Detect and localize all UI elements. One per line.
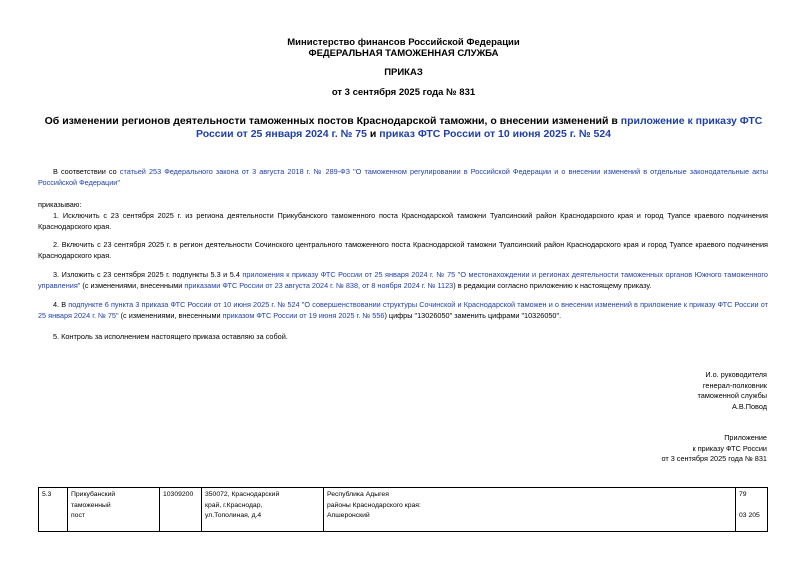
item-3 [38,269,768,291]
preamble-law-link[interactable]: статьей 253 Федерального закона от 3 августа 2018 г. № 289-ФЗ "О таможенном регулировании в Российской Федерации и о внесении изменений в отдельные законодательные акты Российской Федерации" [38,167,769,187]
item-2-text: 2. Включить с 23 сентября 2025 г. в регион деятельности Сочинского центрального таможенного поста Краснодарской таможни Туапсинский район Краснодарского края и город Туапсе краевого подчинения Краснодарского края. [38,240,768,260]
cell-code-2-line [739,501,764,512]
table-row [39,488,768,532]
item-2 [38,239,768,261]
appendix-table [38,487,768,532]
item-4-link-2[interactable]: приказом ФТС России от 19 июня 2025 г. № 556 [222,311,385,320]
cell-region-line: районы Краснодарского края: [327,501,421,509]
item-5 [38,331,768,342]
item-3-text-1: 3. Изложить с 23 сентября 2025 г. подпункты 5.3 и 5.4 [53,270,243,279]
item-4 [38,299,768,321]
item-3-link-1[interactable]: приложения к приказу ФТС России от 25 января 2024 г. № 75 "О местонахождении и регионах деятельности таможенных органов Южного таможенного управления" [38,270,768,290]
preamble-text: В соответствии со [53,167,120,176]
cell-code [160,488,202,532]
item-4-text-2: (с изменениями, внесенными [118,311,223,320]
cell-post-name-line: Прикубанский [71,491,116,498]
cell-number [39,488,68,532]
item-4-text-3: ) цифры "13026050" заменить цифрами "10326050". [384,311,562,320]
cell-address-line: ул.Тополиная, д.4 [205,512,262,519]
item-5-text: 5. Контроль за исполнением настоящего приказа оставляю за собой. [53,332,288,341]
document-title [30,115,777,141]
signature-block [698,370,768,412]
appendix-date: от 3 сентября 2025 года № 831 [661,454,767,463]
cell-number-text: 5.3 [42,491,52,498]
item-4-text-1: 4. В [53,300,69,309]
cell-region-line: Республика Адыгея [327,491,389,498]
title-link-order-75[interactable]: приложение к приказу ФТС России от 25 января 2024 г. № 75 [195,115,763,140]
signature-service: таможенной службы [697,391,767,400]
appendix-reference: к приказу ФТС России [692,443,767,453]
cell-post-name-line: пост [71,512,85,519]
cell-region-line: Апшеронский [327,512,370,519]
appendix-header [661,433,767,465]
cell-address-line: 350072, Краснодарский [205,491,280,498]
cell-code-text: 10309200 [163,491,194,498]
order-word: приказываю: [38,200,82,209]
cell-code-2 [736,488,768,532]
item-4-link-1[interactable]: подпункте 6 пункта 3 приказа ФТС России от 10 июня 2025 г. № 524 "О совершенствовании структуры Сочинской и Краснодарской таможен и о внесении изменений в приложение к приказу ФТС России от 25 января 2024 г. № 75" [38,300,768,320]
cell-post-name-line: таможенный [71,501,111,509]
title-link-order-524[interactable]: приказ ФТС России от 10 июня 2025 г. № 524 [379,128,612,140]
ministry-name: Министерство финансов Российской Федерации [287,37,520,48]
title-text-2: и [366,128,380,140]
preamble-paragraph [38,166,768,188]
title-text-1: Об изменении регионов деятельности таможенных постов Краснодарской таможни, о внесении изменений в [44,115,621,127]
item-1 [38,210,768,232]
doc-date-number: от 3 сентября 2025 года № 831 [331,87,476,98]
item-3-text-2: (с изменениями, внесенными [80,281,185,290]
cell-post-name [68,488,160,532]
item-3-text-3: ) в редакции согласно приложению к настоящему приказу. [453,281,652,290]
service-name: ФЕДЕРАЛЬНАЯ ТАМОЖЕННАЯ СЛУЖБА [308,48,499,59]
cell-code-2-line: 03 205 [739,512,760,519]
cell-code-2-line: 79 [739,491,747,498]
cell-address-line: край, г.Краснодар, [205,501,263,509]
item-3-link-2[interactable]: приказами ФТС России от 23 августа 2024 г. № 838, от 8 ноября 2024 г. № 1123 [184,281,454,290]
appendix-label: Приложение [724,433,767,442]
signature-rank: генерал-полковник [702,380,767,390]
cell-address [202,488,324,532]
signature-position: И.о. руководителя [705,370,767,379]
cell-region [324,488,736,532]
signature-name: А.В.Повод [731,401,767,411]
item-1-text: 1. Исключить с 23 сентября 2025 г. из региона деятельности Прикубанского таможенного поста Краснодарской таможни Туапсинский район Краснодарского края и город Туапсе краевого подчинения Краснодарского края. [38,211,768,231]
doc-type: ПРИКАЗ [384,67,423,78]
